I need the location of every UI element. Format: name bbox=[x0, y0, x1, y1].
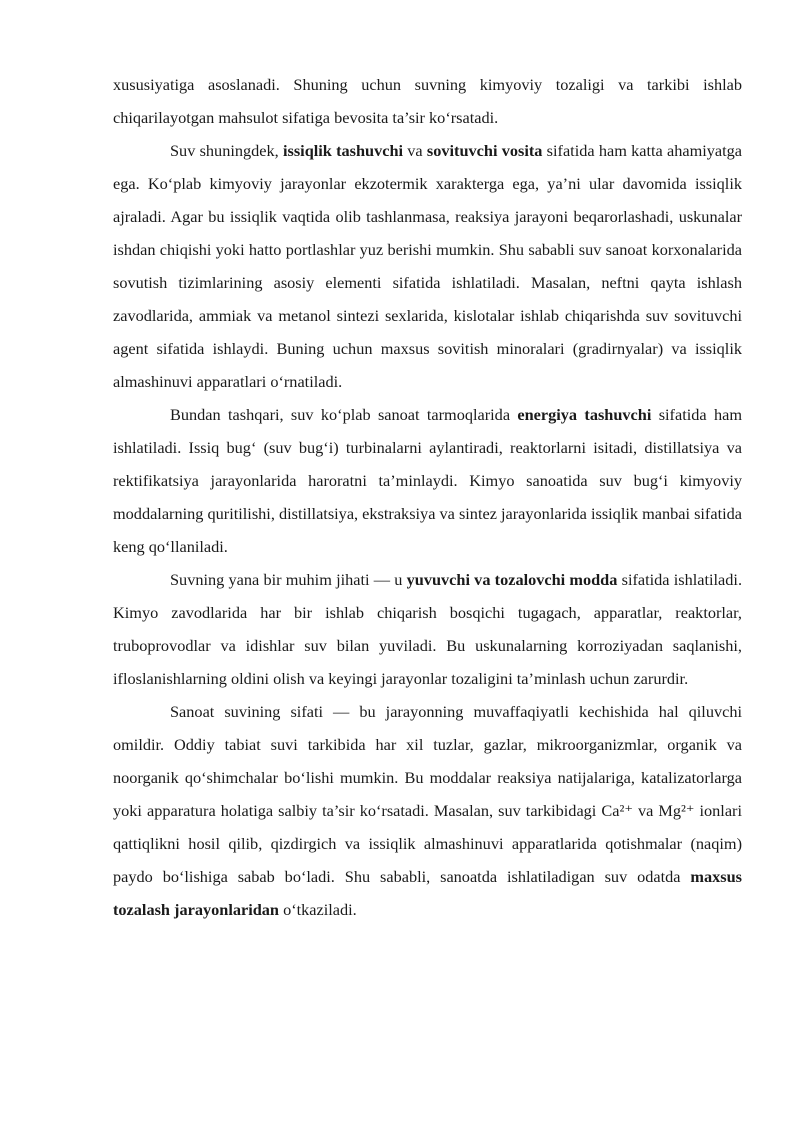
text-segment: o‘tkaziladi. bbox=[279, 900, 357, 919]
text-segment: sifatida ham katta ahamiyatga ega. Ko‘plab kimyoviy jarayonlar ekzotermik xarakterga ega, ya’ni ular davomida issiqlik ajraladi. Agar bu issiqlik vaqtida olib tashlanmasa, reaksiya jarayoni beqarorlashadi, uskunalar ishdan chiqishi yoki hatto portlashlar yuz berishi mumkin. Shu sababli suv sanoat korxonalarida sovutish tizimlarining asosiy elementi sifatida ishlatiladi. Masalan, neftni qayta ishlash zavodlarida, ammiak va metanol sintezi sexlarida, kislotalar ishlab chiqarishda suv sovituvchi agent sifatida ishlaydi. Buning uchun maxsus sovitish minoralari (gradirnyalar) va issiqlik almashinuvi apparatlari o‘rnatiladi. bbox=[113, 141, 743, 391]
text-segment: Suv shuningdek, bbox=[170, 141, 283, 160]
document-page bbox=[113, 68, 742, 926]
bold-term-yuvuvchi-modda: yuvuvchi va tozalovchi modda bbox=[406, 570, 618, 589]
paragraph-4 bbox=[113, 563, 742, 695]
text-segment: xususiyatiga asoslanadi. Shuning uchun suvning kimyoviy tozaligi va tarkibi ishlab chiqarilayotgan mahsulot sifatiga bevosita ta’sir ko‘rsatadi. bbox=[113, 75, 742, 127]
bold-term-maxsus-tozalash: maxsus tozalash jarayonlaridan bbox=[113, 867, 742, 919]
paragraph-3 bbox=[113, 398, 742, 563]
text-segment: Sanoat suvining sifati — bu jarayonning muvaffaqiyatli kechishida hal qiluvchi omildir. Oddiy tabiat suvi tarkibida har xil tuzlar, gazlar, mikroorganizmlar, organik va noorganik qo‘shimchalar bo‘lishi mumkin. Bu moddalar reaksiya natijalariga, katalizatorlarga yoki apparatura holatiga salbiy ta’sir ko‘rsatadi. Masalan, suv tarkibidagi Ca²⁺ va Mg²⁺ ionlari qattiqlikni hosil qilib, qizdirgich va issiqlik almashinuvi apparatlarida qotishmalar (naqim) paydo bo‘lishiga sabab bo‘ladi. Shu sababli, sanoatda ishlatiladigan suv odatda bbox=[113, 702, 742, 886]
text-segment: Bundan tashqari, suv ko‘plab sanoat tarmoqlarida bbox=[170, 405, 518, 424]
bold-term-issiqlik-tashuvchi: issiqlik tashuvchi bbox=[282, 141, 404, 160]
bold-term-sovituvchi-vosita: sovituvchi vosita bbox=[426, 141, 543, 160]
paragraph-1 bbox=[113, 68, 742, 134]
paragraph-2 bbox=[113, 134, 742, 398]
text-segment: sifatida ishlatiladi. Kimyo zavodlarida har bir ishlab chiqarish bosqichi tugagach, apparatlar, reaktorlar, truboprovodlar va idishlar suv bilan yuviladi. Bu uskunalarning korroziyadan saqlanishi, ifloslanishlarning oldini olish va keyingi jarayonlar tozaligini ta’minlash uchun zarurdir. bbox=[113, 570, 743, 688]
bold-term-energiya-tashuvchi: energiya tashuvchi bbox=[517, 405, 652, 424]
text-segment: sifatida ham ishlatiladi. Issiq bug‘ (suv bug‘i) turbinalarni aylantiradi, reaktorlarni isitadi, distillatsiya va rektifikatsiya jarayonlarida haroratni ta’minlaydi. Kimyo sanoatida suv bug‘i kimyoviy moddalarning quritilishi, distillatsiya, ekstraksiya va sintez jarayonlarida issiqlik manbai sifatida keng qo‘llaniladi. bbox=[113, 405, 742, 556]
text-segment: Suvning yana bir muhim jihati — u bbox=[170, 570, 407, 589]
text-segment: va bbox=[403, 141, 427, 160]
paragraph-5 bbox=[113, 695, 742, 926]
